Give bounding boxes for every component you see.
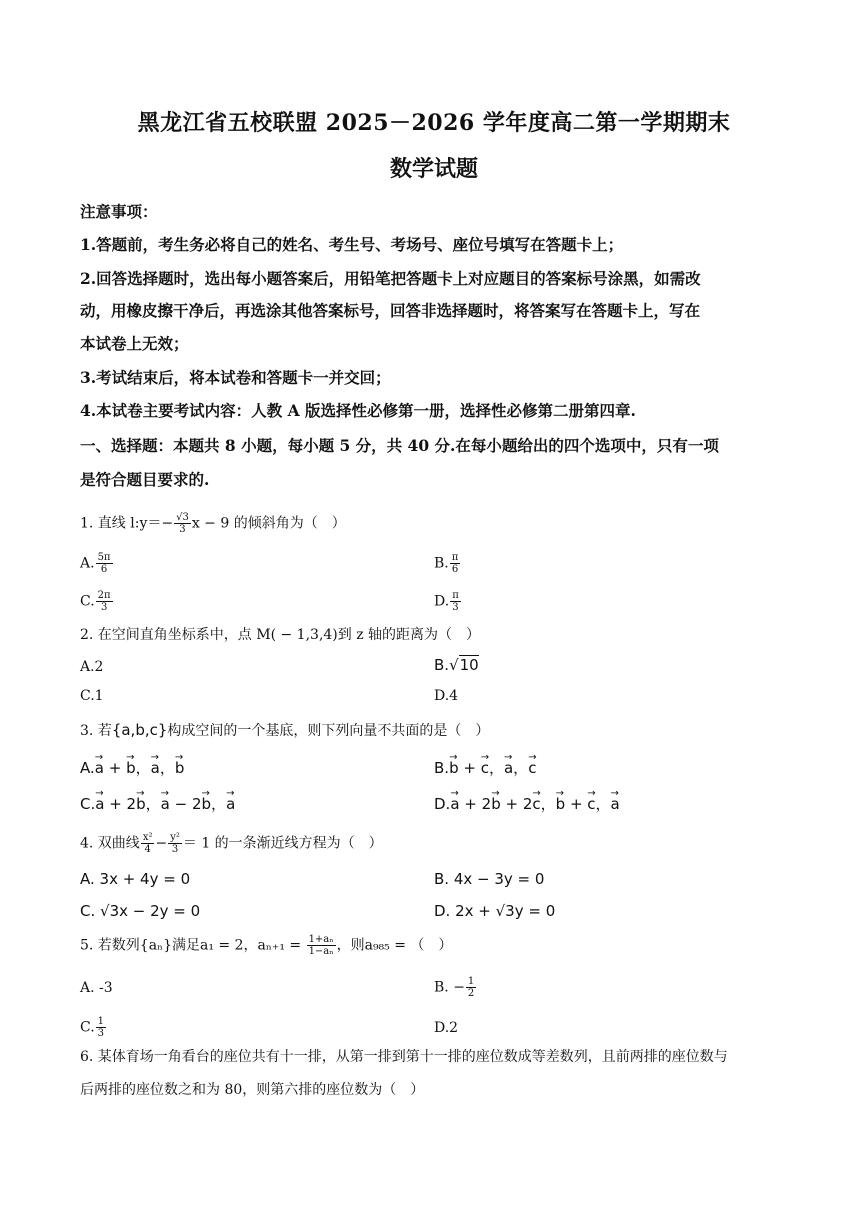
exam-title: 黑龙江省五校联盟 2025－2026 学年度高二第一学期期末 (137, 110, 731, 136)
q2-option-c: C.1 (80, 688, 104, 704)
q1-option-b: B. $\frac{\pi}{6}$ (434, 552, 459, 575)
q3-option-a: A.→ a + → b，→ a，→ b (80, 758, 184, 778)
note-item-2: 2.回答选择题时，选出每小题答案后，用铅笔把答题卡上对应题目的答案标号涂黑，如需改 (80, 269, 701, 288)
q5-option-a: A. -3 (80, 980, 113, 996)
q1-fraction: $\frac{√3}{3}$ (176, 512, 189, 535)
q4-option-a: A. 3x + 4y = 0 (80, 870, 191, 888)
q2-option-a: A.2 (80, 659, 104, 675)
question-2-stem: 2. 在空间直角坐标系中，点 M( − 1,3,4)到 z 轴的距离为（ ） (80, 627, 481, 643)
q5-option-d: D.2 (434, 1020, 459, 1036)
q4-option-b: B. 4x − 3y = 0 (434, 870, 545, 888)
q1-option-a: A. $\frac{5\pi}{6}$ (80, 552, 111, 575)
q4-option-c: C. √3x − 2y = 0 (80, 902, 201, 920)
question-4-stem: 4. 双曲线 $\frac{\text{x²}}{4}$ − $\frac{\text{y²}}{3}$ ＝ 1 的一条渐近线方程为（ ） (80, 832, 383, 855)
note-item-3: 3.考试结束后，将本试卷和答题卡一并交回； (80, 368, 391, 387)
question-6-stem-line2: 后两排的座位数之和为 80，则第六排的座位数为（ ） (80, 1082, 425, 1098)
question-5-stem: 5. 若数列{aₙ}满足a₁ = 2，aₙ₊₁ = $\frac{\text{1+aₙ}}{\text{1−aₙ}}$ ，则a₉₈₅ = （ ） (80, 934, 453, 957)
note-item-1: 1.答题前，考生务必将自己的姓名、考生号、考场号、座位号填写在答题卡上； (80, 235, 624, 254)
note-item-2-cont-2: 本试卷上无效； (80, 334, 189, 353)
note-item-4: 4.本试卷主要考试内容：人教 A 版选择性必修第一册，选择性必修第二册第四章. (80, 401, 636, 420)
notes-heading: 注意事项： (80, 202, 158, 221)
q3-option-d: D.→ a + 2→ b + 2→ c，→ b + → c，→ a (434, 794, 620, 814)
note-item-2-cont-1: 动，用橡皮擦干净后，再选涂其他答案标号，回答非选择题时，将答案写在答题卡上，写在 (80, 301, 701, 320)
q3-option-b: B.→ b + → c，→ a，→ c (434, 758, 536, 778)
question-3-stem: 3. 若{a,b,c}构成空间的一个基底，则下列向量不共面的是（ ） (80, 721, 490, 739)
q1-option-d: D. $\frac{\pi}{3}$ (434, 590, 459, 613)
question-6-stem-line1: 6. 某体育场一角看台的座位共有十一排，从第一排到第十一排的座位数成等差数列，且前两排的座位数与 (80, 1049, 728, 1065)
q1-option-c: C. $\frac{2\pi}{3}$ (80, 590, 111, 613)
q2-option-b: B.√10 (434, 656, 479, 674)
q5-option-c: C. $\frac{1}{3}$ (80, 1016, 105, 1039)
question-1-stem: 1. 直线 l:y＝− $\frac{√3}{3}$ x − 9 的倾斜角为（ ） (80, 512, 346, 535)
exam-subject-title: 数学试题 (389, 156, 478, 182)
q5-option-b: B. − $\frac{1}{2}$ (434, 976, 475, 999)
q3-option-c: C.→ a + 2→ b，→ a − 2→ b，→ a (80, 794, 235, 814)
q4-option-d: D. 2x + √3y = 0 (434, 902, 556, 920)
section-heading-line2: 是符合题目要求的. (80, 470, 210, 489)
q2-option-d: D.4 (434, 688, 459, 704)
section-heading-line1: 一、选择题：本题共 8 小题，每小题 5 分，共 40 分.在每小题给出的四个选项中，只有一项 (80, 436, 719, 455)
